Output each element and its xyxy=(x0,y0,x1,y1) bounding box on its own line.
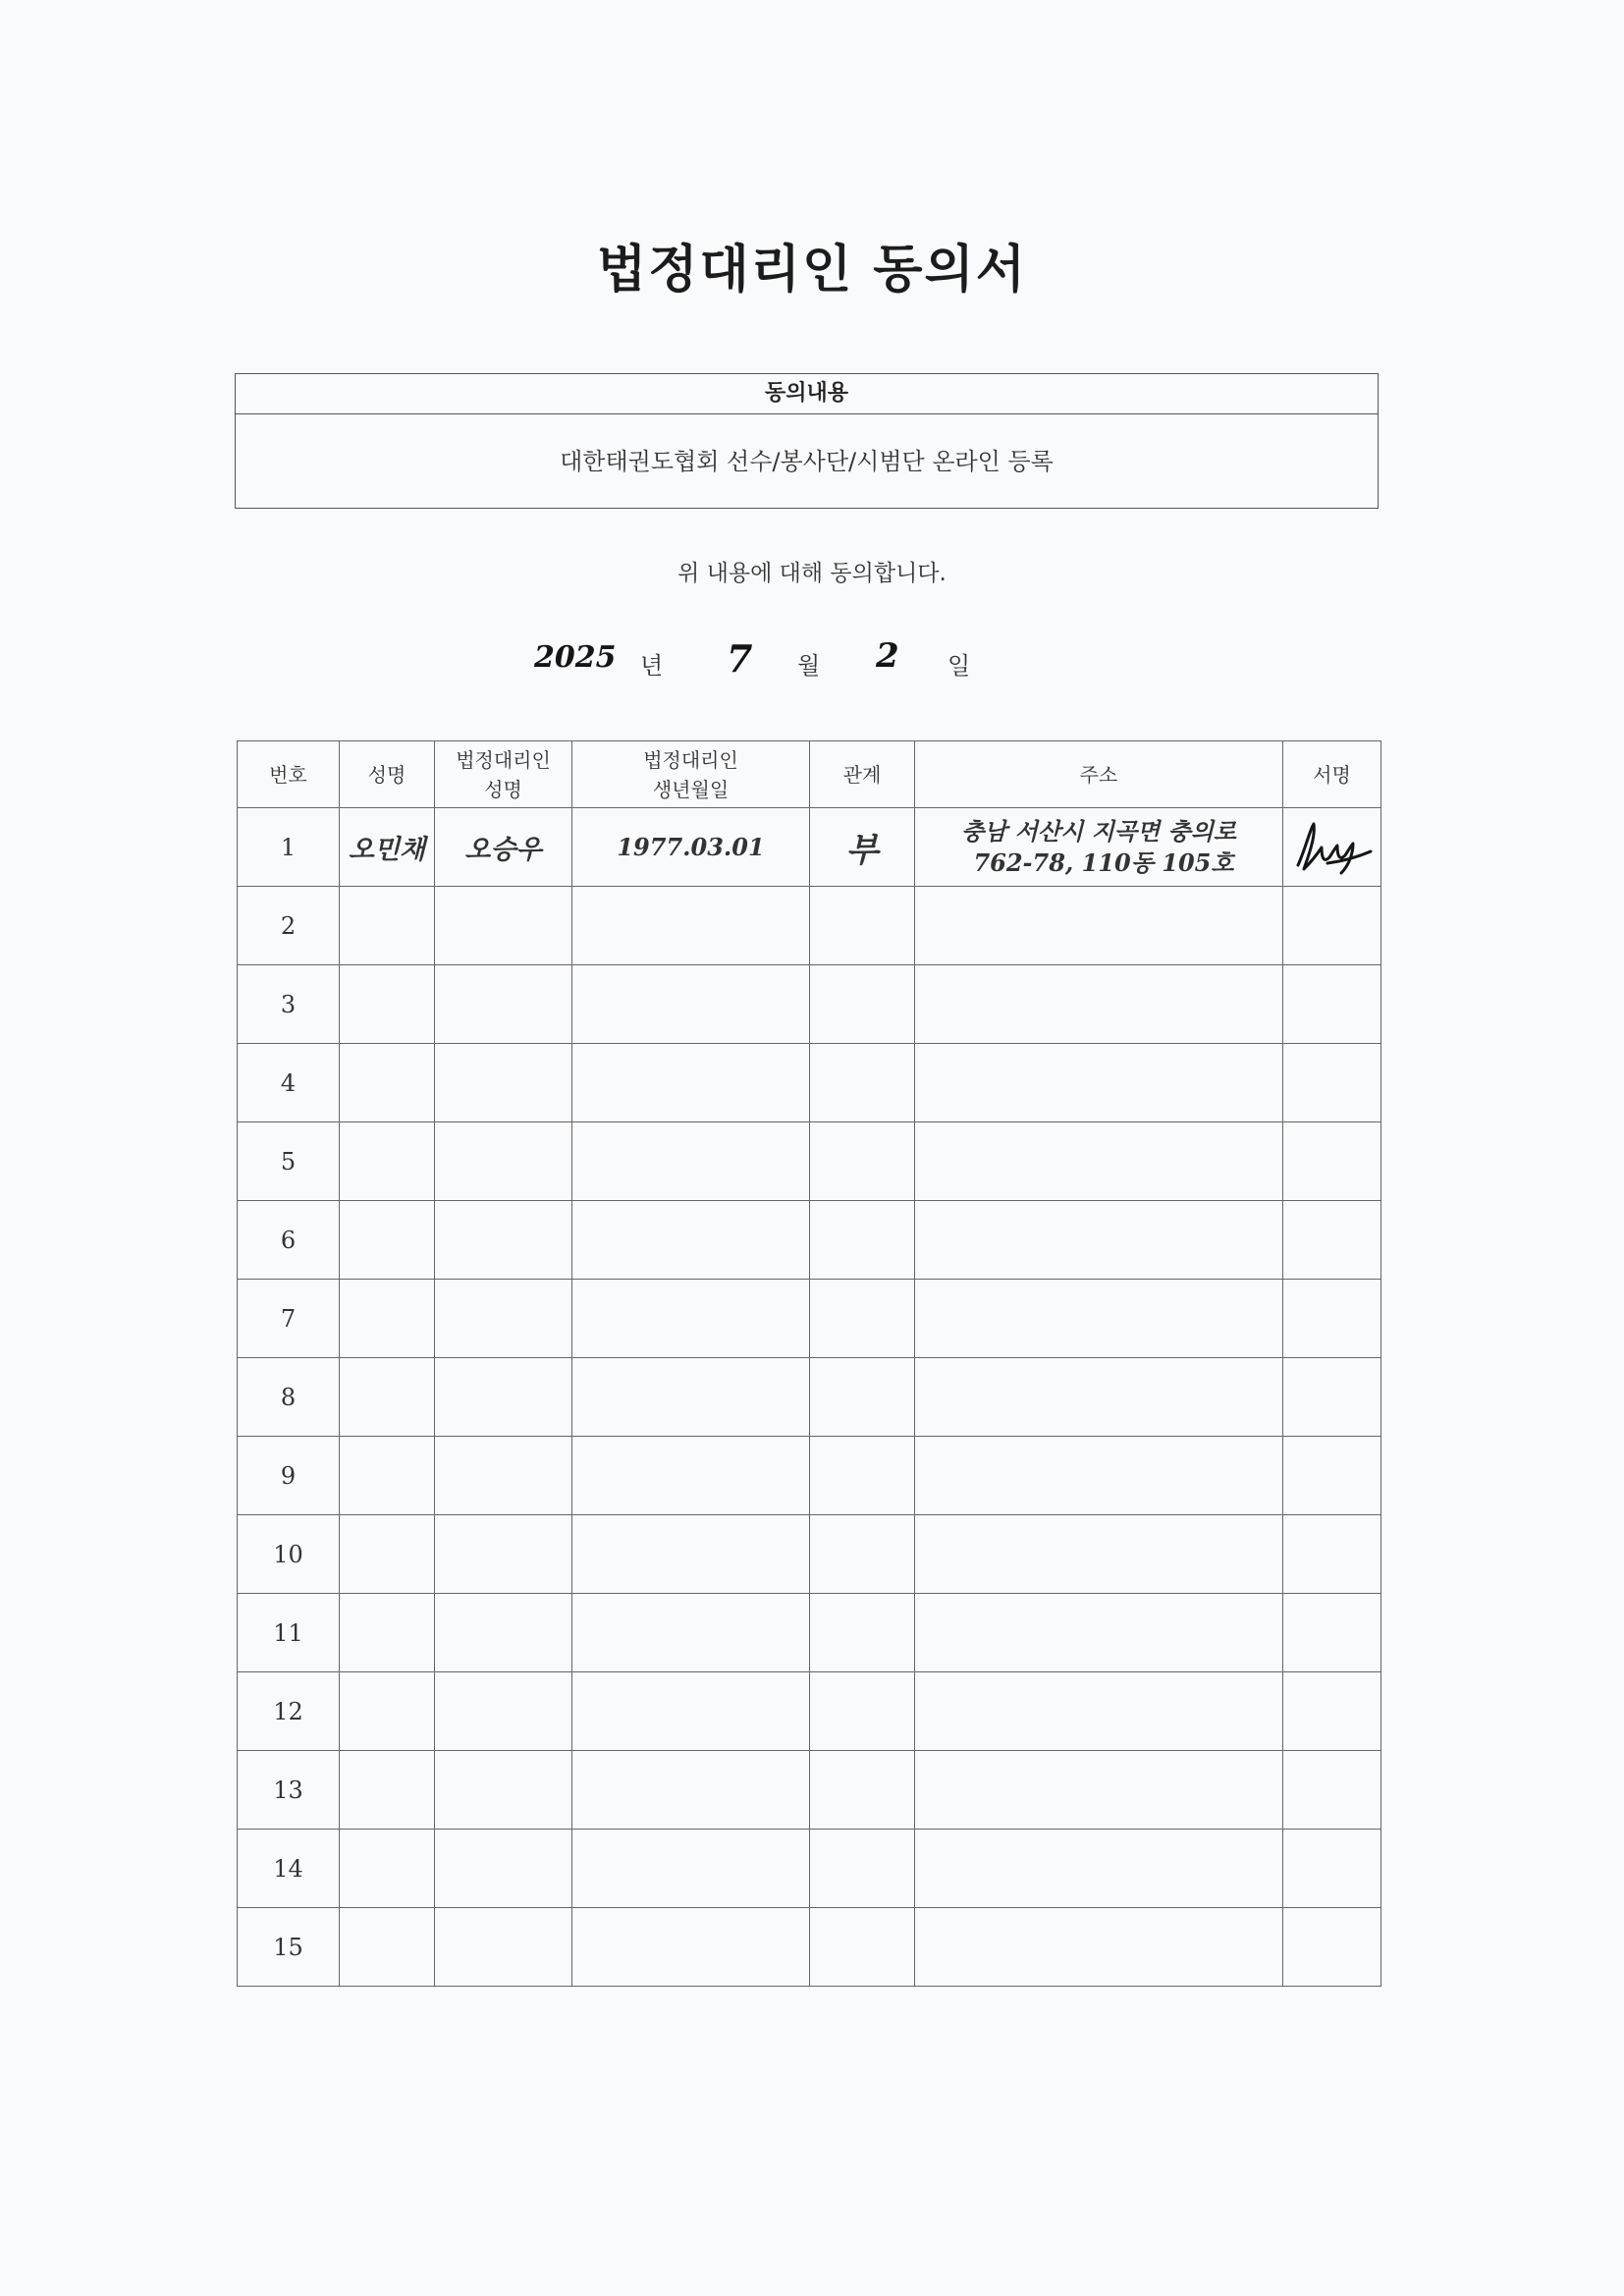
address-line-1: 충남 서산시 지곡면 충의로 xyxy=(960,816,1237,846)
guardian-name xyxy=(435,1201,572,1280)
address xyxy=(915,808,1283,887)
row-number: 10 xyxy=(238,1515,340,1594)
signature-cell xyxy=(1283,1594,1381,1672)
signature-cell xyxy=(1283,808,1381,887)
header-address: 주소 xyxy=(915,741,1283,808)
student-name xyxy=(340,965,435,1044)
table-row xyxy=(238,1751,1381,1830)
guardian-birthdate xyxy=(572,1358,810,1437)
guardian-name xyxy=(435,1751,572,1830)
guardian-birthdate xyxy=(572,1437,810,1515)
row-number: 2 xyxy=(238,887,340,965)
relation xyxy=(810,1437,915,1515)
signature-cell xyxy=(1283,1437,1381,1515)
guardian-name xyxy=(435,1044,572,1122)
date-day-label: 일 xyxy=(947,652,971,680)
student-name xyxy=(340,1044,435,1122)
table-row xyxy=(238,1044,1381,1122)
consent-content-box xyxy=(235,373,1379,509)
address xyxy=(915,1594,1283,1672)
agreement-statement: 위 내용에 대해 동의합니다. xyxy=(677,561,947,586)
relation xyxy=(810,1358,915,1437)
address xyxy=(915,965,1283,1044)
row-number: 9 xyxy=(238,1437,340,1515)
guardian-name xyxy=(435,1122,572,1201)
guardian-table xyxy=(237,740,1381,1987)
header-signature: 서명 xyxy=(1283,741,1381,808)
guardian-birthdate xyxy=(572,1908,810,1987)
handwritten-signature-icon xyxy=(1288,818,1377,877)
row-number: 15 xyxy=(238,1908,340,1987)
student-name xyxy=(340,1437,435,1515)
date-month-value: 7 xyxy=(727,636,753,681)
signature-cell xyxy=(1283,1515,1381,1594)
guardian-birthdate xyxy=(572,1201,810,1280)
signature-cell xyxy=(1283,1908,1381,1987)
guardian-name xyxy=(435,1515,572,1594)
header-relation: 관계 xyxy=(810,741,915,808)
student-name xyxy=(340,1908,435,1987)
table-row xyxy=(238,1201,1381,1280)
signature-cell xyxy=(1283,1201,1381,1280)
table-row xyxy=(238,1437,1381,1515)
student-name xyxy=(340,1830,435,1908)
table-row xyxy=(238,1830,1381,1908)
header-name: 성명 xyxy=(340,741,435,808)
date-year-label: 년 xyxy=(640,652,664,680)
relation xyxy=(810,1044,915,1122)
guardian-name xyxy=(435,1358,572,1437)
signature-cell xyxy=(1283,1280,1381,1358)
signature-cell xyxy=(1283,1122,1381,1201)
relation xyxy=(810,1672,915,1751)
table-row xyxy=(238,1672,1381,1751)
address xyxy=(915,1437,1283,1515)
student-name xyxy=(340,1515,435,1594)
row-number: 14 xyxy=(238,1830,340,1908)
student-name xyxy=(340,1201,435,1280)
signature-cell xyxy=(1283,1358,1381,1437)
signature-cell xyxy=(1283,1830,1381,1908)
relation xyxy=(810,1280,915,1358)
student-name xyxy=(340,1751,435,1830)
relation xyxy=(810,965,915,1044)
relation xyxy=(810,1201,915,1280)
address xyxy=(915,1830,1283,1908)
row-number: 6 xyxy=(238,1201,340,1280)
header-no: 번호 xyxy=(238,741,340,808)
table-row xyxy=(238,1358,1381,1437)
consent-header: 동의내용 xyxy=(236,374,1378,414)
guardian-birthdate xyxy=(572,1515,810,1594)
consent-content: 대한태권도협회 선수/봉사단/시범단 온라인 등록 xyxy=(560,448,1054,475)
signature-cell xyxy=(1283,1044,1381,1122)
table-row xyxy=(238,1594,1381,1672)
address xyxy=(915,1515,1283,1594)
date-year-value: 2025 xyxy=(534,640,617,675)
table-row xyxy=(238,1280,1381,1358)
address xyxy=(915,1201,1283,1280)
relation xyxy=(810,1515,915,1594)
page-title: 법정대리인 동의서 xyxy=(597,241,1027,300)
guardian-name xyxy=(435,1830,572,1908)
date-line xyxy=(530,636,1001,683)
address xyxy=(915,1044,1283,1122)
date-day-value: 2 xyxy=(876,636,899,676)
relation xyxy=(810,1908,915,1987)
guardian-name xyxy=(435,1672,572,1751)
guardian-name xyxy=(435,965,572,1044)
guardian-name xyxy=(435,1437,572,1515)
student-name xyxy=(340,1594,435,1672)
address-line-2: 762-78, 110동 105호 xyxy=(973,847,1234,877)
address xyxy=(915,887,1283,965)
address xyxy=(915,1751,1283,1830)
row-number: 4 xyxy=(238,1044,340,1122)
table-row xyxy=(238,1122,1381,1201)
table-row xyxy=(238,887,1381,965)
guardian-name xyxy=(435,887,572,965)
guardian-birthdate xyxy=(572,1672,810,1751)
row-number: 11 xyxy=(238,1594,340,1672)
guardian-birthdate xyxy=(572,965,810,1044)
address xyxy=(915,1672,1283,1751)
row-number: 12 xyxy=(238,1672,340,1751)
header-guardian-birth: 법정대리인 생년월일 xyxy=(572,741,810,808)
relation xyxy=(810,1122,915,1201)
guardian-birthdate xyxy=(572,1280,810,1358)
row-number: 8 xyxy=(238,1358,340,1437)
student-name: 오민채 xyxy=(340,808,435,887)
student-name xyxy=(340,887,435,965)
guardian-name: 오승우 xyxy=(435,808,572,887)
relation: 부 xyxy=(810,808,915,887)
row-number: 5 xyxy=(238,1122,340,1201)
guardian-birthdate xyxy=(572,1751,810,1830)
signature-cell xyxy=(1283,1751,1381,1830)
header-guardian-name: 법정대리인 성명 xyxy=(435,741,572,808)
guardian-birthdate xyxy=(572,1594,810,1672)
guardian-name xyxy=(435,1594,572,1672)
signature-cell xyxy=(1283,1672,1381,1751)
guardian-name xyxy=(435,1280,572,1358)
guardian-birthdate xyxy=(572,1122,810,1201)
table-header-row xyxy=(238,741,1381,808)
table-row xyxy=(238,808,1381,887)
relation xyxy=(810,887,915,965)
signature-cell xyxy=(1283,965,1381,1044)
student-name xyxy=(340,1280,435,1358)
table-row xyxy=(238,1908,1381,1987)
address xyxy=(915,1908,1283,1987)
row-number: 1 xyxy=(238,808,340,887)
relation xyxy=(810,1830,915,1908)
guardian-birthdate xyxy=(572,887,810,965)
table-row xyxy=(238,965,1381,1044)
date-month-label: 월 xyxy=(797,652,821,680)
address xyxy=(915,1358,1283,1437)
student-name xyxy=(340,1122,435,1201)
row-number: 7 xyxy=(238,1280,340,1358)
row-number: 13 xyxy=(238,1751,340,1830)
row-number: 3 xyxy=(238,965,340,1044)
guardian-birthdate xyxy=(572,1830,810,1908)
student-name xyxy=(340,1672,435,1751)
guardian-birthdate: 1977.03.01 xyxy=(572,808,810,887)
table-row xyxy=(238,1515,1381,1594)
signature-cell xyxy=(1283,887,1381,965)
address xyxy=(915,1280,1283,1358)
guardian-name xyxy=(435,1908,572,1987)
student-name xyxy=(340,1358,435,1437)
relation xyxy=(810,1594,915,1672)
relation xyxy=(810,1751,915,1830)
address xyxy=(915,1122,1283,1201)
guardian-birthdate xyxy=(572,1044,810,1122)
